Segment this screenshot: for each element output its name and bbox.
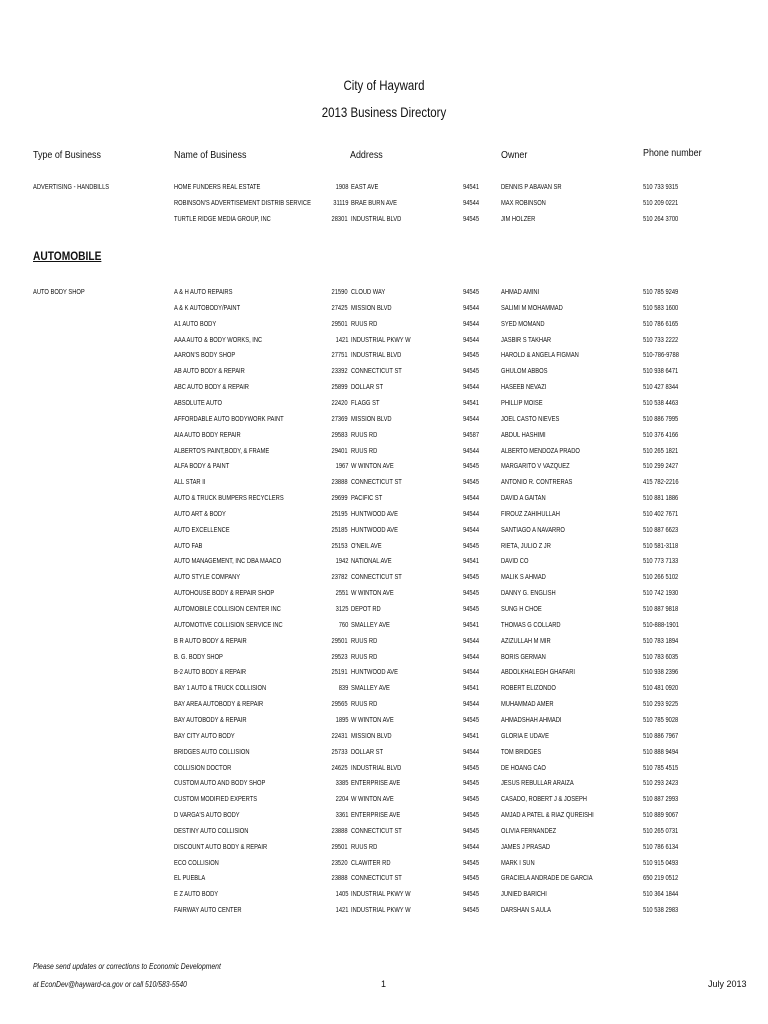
row-owner: JOEL CASTO NIEVES [501, 413, 560, 423]
row-zip: 94544 [463, 841, 480, 851]
row-street-number: 25185 [331, 524, 348, 534]
row-street-number: 29401 [331, 445, 348, 455]
row-business-name: BAY AREA AUTOBODY & REPAIR [174, 699, 264, 709]
row-owner: JASBIR S TAKHAR [501, 334, 552, 344]
row-owner: ABDUL HASHIMI [501, 429, 546, 439]
row-street: INDUSTRIAL BLVD [351, 762, 402, 772]
row-owner: FIROUZ ZAHIHULLAH [501, 508, 560, 518]
row-zip: 94545 [463, 350, 480, 360]
row-business-name: AUTO ART & BODY [174, 508, 226, 518]
row-zip: 94544 [463, 635, 480, 645]
row-street: CONNECTICUT ST [351, 825, 402, 835]
row-zip: 94545 [463, 889, 480, 899]
row-street-number: 25191 [331, 667, 348, 677]
row-phone: 510 265 0731 [643, 825, 679, 835]
row-street-number: 23520 [331, 857, 348, 867]
section-heading-automobile: AUTOMOBILE [33, 249, 102, 263]
document-subtitle: 2013 Business Directory [321, 104, 447, 120]
page-number: 1 [381, 979, 387, 989]
row-phone: 510 938 6471 [643, 366, 679, 376]
row-owner: DE HOANG CAO [501, 762, 546, 772]
row-zip: 94544 [463, 334, 480, 344]
row-street: DOLLAR ST [351, 746, 384, 756]
row-owner: OLIVIA FERNANDEZ [501, 825, 557, 835]
row-zip: 94544 [463, 746, 480, 756]
row-street-number: 25899 [331, 382, 348, 392]
row-street-number: 29523 [331, 651, 348, 661]
row-phone: 510 938 2396 [643, 667, 679, 677]
row-street: CLOUD WAY [351, 287, 386, 296]
row-street-number: 839 [338, 683, 348, 693]
row-phone: 510 583 1600 [643, 302, 679, 312]
row-owner: HAROLD & ANGELA FIGMAN [501, 350, 579, 360]
row-zip: 94541 [463, 683, 480, 693]
row-phone: 510 887 2993 [643, 794, 679, 804]
row-phone: 510 887 9818 [643, 604, 679, 613]
row-phone: 510 364 1844 [643, 889, 679, 899]
row-phone: 510 299 2427 [643, 461, 679, 471]
header-address: Address [350, 149, 383, 161]
row-phone: 510 886 7995 [643, 413, 679, 423]
row-street-number: 23392 [331, 366, 348, 376]
row-street-number: 3125 [335, 604, 348, 613]
row-street: EAST AVE [351, 182, 379, 191]
row-owner: JAMES J PRASAD [501, 841, 551, 851]
row-owner: DAVID A GAITAN [501, 493, 546, 503]
row-street: CONNECTICUT ST [351, 873, 402, 883]
row-business-name: BRIDGES AUTO COLLISION [174, 746, 250, 756]
row-owner: ANTONIO R. CONTRERAS [501, 477, 573, 487]
row-street: W WINTON AVE [351, 461, 394, 471]
row-zip: 94545 [463, 825, 480, 835]
row-street-number: 29565 [331, 699, 348, 709]
row-business-name: FAIRWAY AUTO CENTER [174, 905, 242, 915]
row-street-number: 31119 [332, 197, 348, 207]
row-business-name: D VARGA'S AUTO BODY [174, 810, 240, 820]
row-business-name: B-2 AUTO BODY & REPAIR [174, 667, 247, 677]
row-street-number: 27425 [331, 302, 348, 312]
row-phone: 650 219 0512 [643, 873, 679, 883]
row-phone: 510 538 4463 [643, 397, 679, 407]
row-owner: GHULOM ABBOS [501, 366, 548, 376]
row-street: INDUSTRIAL BLVD [351, 213, 402, 223]
row-owner: THOMAS G COLLARD [501, 619, 561, 629]
row-owner: JESUS REBULLAR ARAIZA [501, 778, 574, 788]
row-business-name: BAY AUTOBODY & REPAIR [174, 714, 247, 724]
row-street-number: 29583 [331, 429, 348, 439]
row-zip: 94545 [463, 873, 480, 883]
row-owner: SANTIAGO A NAVARRO [501, 524, 565, 534]
row-phone: 510 581-3118 [643, 540, 679, 550]
row-phone: 510 209 0221 [643, 197, 679, 207]
row-owner: SALIMI M MOHAMMAD [501, 302, 563, 312]
row-phone: 510 783 1894 [643, 635, 679, 645]
row-business-name: ALL STAR II [174, 477, 206, 487]
row-business-name: ABSOLUTE AUTO [174, 397, 222, 407]
row-zip: 94544 [463, 413, 480, 423]
row-owner: GLORIA E UDAVE [501, 730, 549, 740]
row-owner: DAVID CO [501, 556, 529, 566]
row-business-name: E Z AUTO BODY [174, 889, 219, 899]
row-street-number: 24625 [331, 762, 348, 772]
row-street: MISSION BLVD [351, 302, 392, 312]
row-phone: 510 427 8344 [643, 382, 679, 392]
row-street: O'NEIL AVE [351, 540, 382, 550]
row-owner: AHMAD AMINI [501, 287, 540, 296]
row-business-name: BAY CITY AUTO BODY [174, 730, 235, 740]
row-street-number: 29501 [331, 318, 348, 328]
row-zip: 94541 [463, 397, 480, 407]
row-business-name: ALBERTO'S PAINT,BODY, & FRAME [174, 445, 270, 455]
row-street: INDUSTRIAL BLVD [351, 350, 402, 360]
row-street-number: 27369 [331, 413, 348, 423]
row-zip: 94545 [463, 540, 480, 550]
row-street-number: 23782 [331, 572, 348, 582]
row-street-number: 2551 [335, 588, 348, 598]
row-phone: 415 782-2216 [643, 477, 679, 487]
row-zip: 94545 [463, 604, 480, 613]
row-street-number: 29501 [331, 841, 348, 851]
row-zip: 94545 [463, 287, 480, 296]
row-street-number: 3361 [335, 810, 348, 820]
row-street: CLAWITER RD [351, 857, 391, 867]
row-type: ADVERTISING - HANDBILLS [33, 182, 110, 191]
row-zip: 94545 [463, 572, 480, 582]
row-phone: 510 733 9315 [643, 182, 679, 191]
row-street: RUUS RD [351, 318, 378, 328]
row-owner: TOM BRIDGES [501, 746, 542, 756]
row-owner: PHILLIP MOISE [501, 397, 543, 407]
row-owner: GRACIELA ANDRADE DE GARCIA [501, 873, 593, 883]
row-street-number: 27751 [331, 350, 348, 360]
row-type: AUTO BODY SHOP [33, 287, 85, 296]
row-phone: 510 886 7967 [643, 730, 679, 740]
row-business-name: A & K AUTOBODY/PAINT [174, 302, 241, 312]
row-business-name: TURTLE RIDGE MEDIA GROUP, INC [174, 213, 271, 223]
row-business-name: AUTO MANAGEMENT, INC DBA MAACO [174, 556, 282, 566]
row-owner: HASEEB NEVAZI [501, 382, 547, 392]
row-business-name: AIA AUTO BODY REPAIR [174, 429, 241, 439]
row-zip: 94545 [463, 366, 480, 376]
row-street: HUNTWOOD AVE [351, 667, 398, 677]
row-street-number: 1942 [335, 556, 348, 566]
row-owner: MARGARITO V VAZQUEZ [501, 461, 570, 471]
row-phone: 510 783 6035 [643, 651, 679, 661]
row-owner: MAX ROBINSON [501, 197, 546, 207]
row-business-name: AUTO & TRUCK BUMPERS RECYCLERS [174, 493, 284, 503]
row-business-name: BAY 1 AUTO & TRUCK COLLISION [174, 683, 267, 693]
row-street-number: 25153 [331, 540, 348, 550]
row-street: RUUS RD [351, 699, 378, 709]
row-phone: 510 785 9028 [643, 714, 679, 724]
row-street: INDUSTRIAL PKWY W [351, 334, 411, 344]
row-street: INDUSTRIAL PKWY W [351, 889, 411, 899]
footer-note-line2: at EconDev@hayward-ca.gov or call 510/583-5540 [33, 980, 187, 989]
row-phone: 510 785 4515 [643, 762, 679, 772]
row-business-name: AUTOHOUSE BODY & REPAIR SHOP [174, 588, 275, 598]
row-business-name: ABC AUTO BODY & REPAIR [174, 382, 249, 392]
row-street: DEPOT RD [351, 604, 381, 613]
row-street-number: 22420 [331, 397, 348, 407]
row-zip: 94545 [463, 461, 480, 471]
row-business-name: AUTO EXCELLENCE [174, 524, 230, 534]
row-zip: 94544 [463, 302, 480, 312]
row-street: ENTERPRISE AVE [351, 810, 401, 820]
document-title: City of Hayward [343, 77, 425, 93]
row-business-name: CUSTOM AUTO AND BODY SHOP [174, 778, 266, 788]
row-owner: MARK I SUN [501, 857, 535, 867]
row-owner: CASADO, ROBERT J & JOSEPH [501, 794, 587, 804]
row-street: PACIFIC ST [351, 493, 383, 503]
row-zip: 94545 [463, 477, 480, 487]
row-owner: AMJAD A PATEL & RIAZ QUREISHI [501, 810, 594, 820]
row-business-name: DESTINY AUTO COLLISION [174, 825, 249, 835]
row-street-number: 1421 [335, 334, 348, 344]
header-phone: Phone number [643, 147, 702, 159]
row-business-name: COLLISION DOCTOR [174, 762, 232, 772]
row-zip: 94545 [463, 905, 480, 915]
row-street-number: 1967 [335, 461, 348, 471]
row-zip: 94544 [463, 699, 480, 709]
row-street: ENTERPRISE AVE [351, 778, 401, 788]
row-business-name: EL PUEBLA [174, 873, 206, 883]
row-business-name: B. G. BODY SHOP [174, 651, 223, 661]
row-zip: 94544 [463, 493, 480, 503]
row-business-name: AB AUTO BODY & REPAIR [174, 366, 245, 376]
row-phone: 510 265 1821 [643, 445, 679, 455]
row-phone: 510 266 5102 [643, 572, 679, 582]
row-street-number: 23888 [331, 477, 348, 487]
row-street: BRAE BURN AVE [351, 197, 398, 207]
row-street-number: 1908 [335, 182, 348, 191]
row-phone: 510 881 1886 [643, 493, 679, 503]
row-street: NATIONAL AVE [351, 556, 392, 566]
row-zip: 94544 [463, 445, 480, 455]
row-street: SMALLEY AVE [351, 683, 390, 693]
row-street: W WINTON AVE [351, 588, 394, 598]
row-owner: AZIZULLAH M MIR [501, 635, 551, 645]
row-owner: ROBERT ELIZONDO [501, 683, 556, 693]
row-street: CONNECTICUT ST [351, 572, 402, 582]
row-business-name: A1 AUTO BODY [174, 318, 217, 328]
row-business-name: AUTOMOBILE COLLISION CENTER INC [174, 604, 281, 613]
row-phone: 510 915 0493 [643, 857, 679, 867]
row-phone: 510 538 2983 [643, 905, 679, 915]
header-owner: Owner [501, 149, 528, 161]
row-street: SMALLEY AVE [351, 619, 390, 629]
row-zip: 94544 [463, 651, 480, 661]
row-street-number: 28301 [331, 213, 348, 223]
row-zip: 94587 [463, 429, 480, 439]
row-business-name: CUSTOM MODIFIED EXPERTS [174, 794, 258, 804]
row-owner: RIETA, JULIO Z JR [501, 540, 551, 550]
row-business-name: A & H AUTO REPAIRS [174, 287, 233, 296]
row-owner: DANNY G. ENGLISH [501, 588, 556, 598]
row-street: HUNTWOOD AVE [351, 508, 398, 518]
row-phone: 510 733 2222 [643, 334, 679, 344]
row-phone: 510 402 7671 [643, 508, 679, 518]
row-zip: 94544 [463, 524, 480, 534]
row-phone: 510 887 6623 [643, 524, 679, 534]
row-business-name: AUTO STYLE COMPANY [174, 572, 241, 582]
row-phone: 510 786 6165 [643, 318, 679, 328]
row-business-name: AUTOMOTIVE COLLISION SERVICE INC [174, 619, 283, 629]
row-zip: 94545 [463, 213, 480, 223]
row-zip: 94541 [463, 556, 480, 566]
row-zip: 94544 [463, 508, 480, 518]
row-street-number: 29501 [331, 635, 348, 645]
row-phone: 510 785 9249 [643, 287, 679, 296]
row-owner: MALIK S AHMAD [501, 572, 546, 582]
row-phone: 510 889 9067 [643, 810, 679, 820]
row-owner: AHMADSHAH AHMADI [501, 714, 562, 724]
row-phone: 510 264 3700 [643, 213, 679, 223]
row-owner: JUNIED BARICHI [501, 889, 547, 899]
row-street-number: 25733 [331, 746, 348, 756]
row-zip: 94544 [463, 318, 480, 328]
row-street-number: 25195 [331, 508, 348, 518]
row-owner: SUNG H CHOE [501, 604, 542, 613]
row-business-name: B R AUTO BODY & REPAIR [174, 635, 247, 645]
row-business-name: DISCOUNT AUTO BODY & REPAIR [174, 841, 268, 851]
row-phone: 510 293 9225 [643, 699, 679, 709]
row-street: CONNECTICUT ST [351, 477, 402, 487]
row-business-name: AAA AUTO & BODY WORKS, INC [174, 334, 263, 344]
row-zip: 94545 [463, 794, 480, 804]
row-zip: 94545 [463, 810, 480, 820]
row-owner: ALBERTO MENDOZA PRADO [501, 445, 580, 455]
row-zip: 94541 [463, 182, 480, 191]
row-zip: 94545 [463, 714, 480, 724]
header-type: Type of Business [33, 149, 101, 161]
row-street-number: 21590 [331, 287, 348, 296]
row-business-name: ALFA BODY & PAINT [174, 461, 230, 471]
row-owner: SYED MOMAND [501, 318, 545, 328]
row-street: RUUS RD [351, 841, 378, 851]
row-street-number: 1405 [335, 889, 348, 899]
row-street: RUUS RD [351, 635, 378, 645]
row-phone: 510 376 4166 [643, 429, 679, 439]
row-phone: 510 773 7133 [643, 556, 679, 566]
footer-note-line1: Please send updates or corrections to Economic Development [33, 962, 221, 971]
row-street: W WINTON AVE [351, 794, 394, 804]
row-zip: 94544 [463, 197, 480, 207]
row-street-number: 760 [338, 619, 348, 629]
row-zip: 94544 [463, 382, 480, 392]
footer-date: July 2013 [708, 979, 747, 989]
row-street-number: 23888 [331, 873, 348, 883]
row-phone: 510 293 2423 [643, 778, 679, 788]
row-owner: ABDOLKHALEGH GHAFARI [501, 667, 576, 677]
row-zip: 94541 [463, 730, 480, 740]
row-phone: 510 481 0920 [643, 683, 679, 693]
row-zip: 94545 [463, 778, 480, 788]
row-street-number: 1895 [335, 714, 348, 724]
row-business-name: ROBINSON'S ADVERTISEMENT DISTRIB SERVICE [174, 197, 311, 207]
row-street: RUUS RD [351, 445, 378, 455]
row-street: MISSION BLVD [351, 413, 392, 423]
row-street: CONNECTICUT ST [351, 366, 402, 376]
row-zip: 94541 [463, 619, 480, 629]
row-owner: DENNIS P ABAVAN SR [501, 182, 562, 191]
row-street-number: 1421 [335, 905, 348, 915]
row-street-number: 23888 [331, 825, 348, 835]
row-street: DOLLAR ST [351, 382, 384, 392]
row-phone: 510-888-1901 [643, 619, 679, 629]
row-phone: 510 786 6134 [643, 841, 679, 851]
row-zip: 94545 [463, 588, 480, 598]
row-street: RUUS RD [351, 651, 378, 661]
row-street: FLAGG ST [351, 397, 380, 407]
row-street-number: 2204 [335, 794, 348, 804]
row-zip: 94545 [463, 857, 480, 867]
row-business-name: AUTO FAB [174, 540, 203, 550]
row-owner: DARSHAN S AULA [501, 905, 551, 915]
row-owner: BORIS GERMAN [501, 651, 546, 661]
row-zip: 94544 [463, 667, 480, 677]
row-street: INDUSTRIAL PKWY W [351, 905, 411, 915]
row-street-number: 22431 [331, 730, 348, 740]
row-business-name: AARON'S BODY SHOP [174, 350, 236, 360]
row-street-number: 3385 [335, 778, 348, 788]
row-business-name: AFFORDABLE AUTO BODYWORK PAINT [174, 413, 284, 423]
row-street: MISSION BLVD [351, 730, 392, 740]
row-phone: 510 888 9494 [643, 746, 679, 756]
row-phone: 510 742 1930 [643, 588, 679, 598]
row-owner: JIM HOLZER [501, 213, 536, 223]
row-street: HUNTWOOD AVE [351, 524, 398, 534]
header-name: Name of Business [174, 149, 247, 161]
row-zip: 94545 [463, 762, 480, 772]
row-owner: MUHAMMAD AMER [501, 699, 554, 709]
row-street: W WINTON AVE [351, 714, 394, 724]
row-phone: 510-786-9788 [643, 350, 679, 360]
row-street: RUUS RD [351, 429, 378, 439]
row-business-name: ECO COLLISION [174, 857, 219, 867]
row-business-name: HOME FUNDERS REAL ESTATE [174, 182, 261, 191]
row-street-number: 29699 [331, 493, 348, 503]
